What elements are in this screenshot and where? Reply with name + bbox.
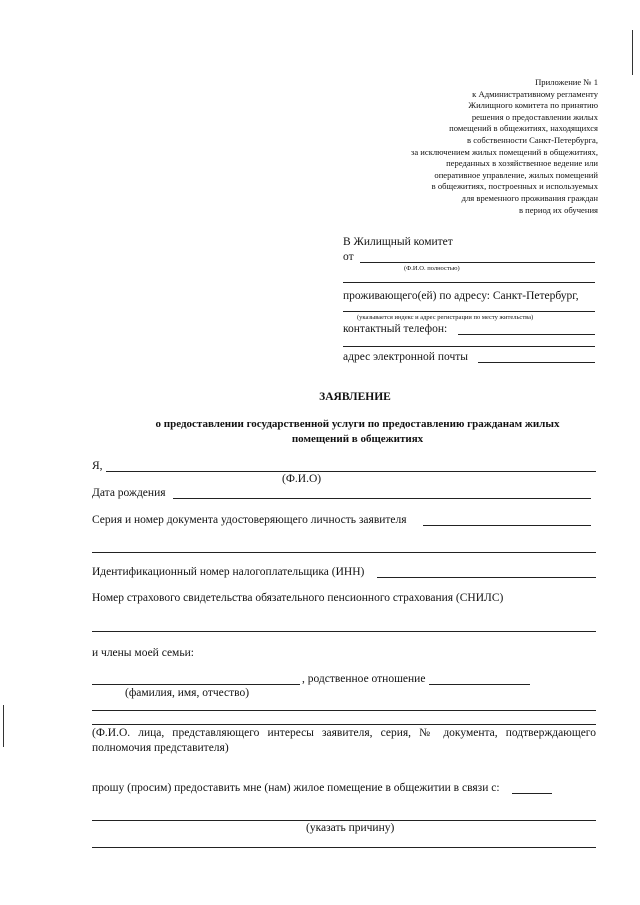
request-label: прошу (просим) предоставить мне (нам) жилое помещение в общежитии в связи с: — [92, 782, 500, 794]
reason-line[interactable] — [92, 820, 596, 821]
annex-line: в период их обучения — [518, 204, 598, 215]
from-name-hint: (Ф.И.О. полностью) — [404, 265, 460, 272]
scan-edge-mark — [632, 30, 633, 75]
annex-line: переданных в хозяйственное ведение или — [446, 158, 598, 169]
addressee-to: В Жилищный комитет — [343, 236, 453, 248]
family-label: и члены моей семьи: — [92, 647, 194, 659]
family-name-hint: (фамилия, имя, отчество) — [125, 687, 250, 699]
residence-line[interactable] — [343, 311, 595, 312]
document-subtitle-1: о предоставлении государственной услуги по предоставлению гражданам жилых — [155, 418, 560, 430]
addressee-from-label: от — [343, 251, 354, 263]
phone-line[interactable] — [458, 334, 595, 335]
representative-hint-1: (Ф.И.О. лица, представляющего интересы заявителя, серия, № документа, подтверждающего — [92, 727, 596, 739]
reason-line-2[interactable] — [92, 847, 596, 848]
annex-line: за исключением жилых помещений в общежитиях, — [410, 146, 598, 157]
annex-line: помещений в общежитиях, находящихся — [449, 123, 598, 134]
reason-hint: (указать причину) — [306, 822, 395, 834]
annex-line: к Административному регламенту — [472, 88, 598, 99]
birth-date-label: Дата рождения — [92, 487, 166, 499]
from-name-line-2[interactable] — [343, 282, 595, 283]
phone-line-2[interactable] — [343, 346, 595, 347]
scan-edge-mark — [3, 705, 4, 747]
email-label: адрес электронной почты — [343, 351, 468, 363]
inn-line[interactable] — [377, 577, 596, 578]
applicant-name-line[interactable] — [106, 471, 596, 472]
from-name-line[interactable] — [360, 262, 595, 263]
annex-header — [298, 77, 598, 216]
family-line-2[interactable] — [92, 710, 596, 711]
annex-line: для временного проживания граждан — [461, 192, 598, 203]
annex-line: решения о предоставлении жилых — [471, 111, 598, 122]
residence-hint: (указывается индекс и адрес регистрации по месту жительства) — [357, 314, 534, 321]
id-document-line[interactable] — [423, 525, 591, 526]
snils-label: Номер страхового свидетельства обязательного пенсионного страхования (СНИЛС) — [92, 592, 504, 604]
annex-line: в общежитиях, построенных и используемых — [431, 181, 598, 192]
annex-line: в собственности Санкт-Петербурга, — [467, 134, 598, 145]
document-subtitle-2: помещений в общежитиях — [291, 433, 424, 445]
residence-label: проживающего(ей) по адресу: Санкт-Петербург, — [343, 290, 579, 302]
annex-line: оперативное управление, жилых помещений — [434, 169, 598, 180]
snils-line[interactable] — [92, 631, 596, 632]
relation-line[interactable] — [429, 684, 530, 685]
inn-label: Идентификационный номер налогоплательщика (ИНН) — [92, 566, 365, 578]
reason-line-inline[interactable] — [512, 793, 552, 794]
birth-date-line[interactable] — [173, 498, 591, 499]
i-label: Я, — [92, 460, 103, 472]
representative-line[interactable] — [92, 724, 596, 725]
representative-hint-2: полномочия представителя) — [92, 742, 229, 754]
phone-label: контактный телефон: — [343, 323, 448, 335]
annex-line: Приложение № 1 — [535, 77, 598, 87]
id-document-line-2[interactable] — [92, 552, 596, 553]
annex-line: Жилищного комитета по принятию — [468, 100, 598, 111]
email-line[interactable] — [478, 362, 595, 363]
document-title: ЗАЯВЛЕНИЕ — [319, 391, 391, 403]
relation-label: , родственное отношение — [302, 673, 426, 685]
family-member-name-line[interactable] — [92, 684, 300, 685]
fio-hint: (Ф.И.О) — [282, 473, 322, 485]
id-document-label: Серия и номер документа удостоверяющего личность заявителя — [92, 514, 407, 526]
